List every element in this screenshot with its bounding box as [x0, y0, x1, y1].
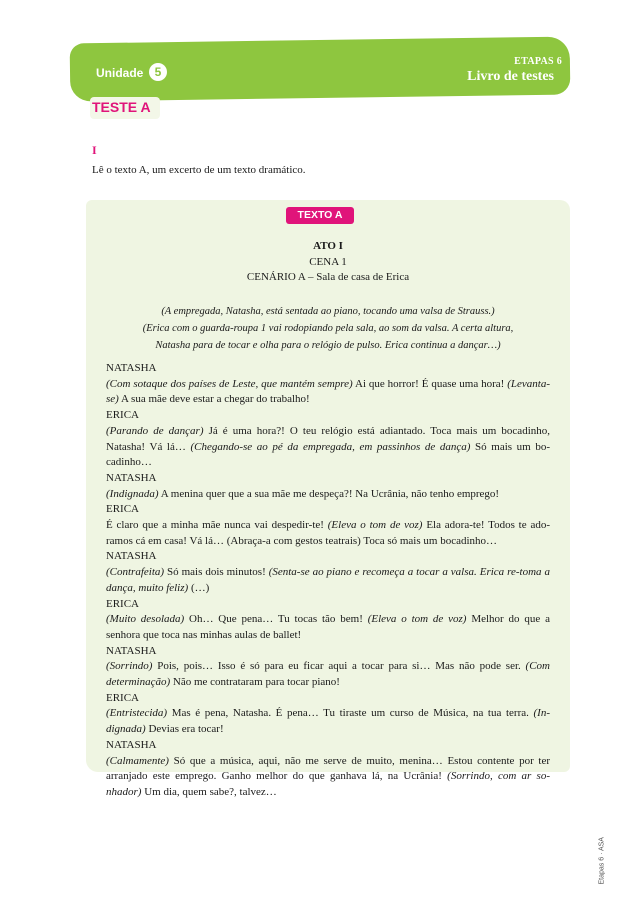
speech-text: (…) — [188, 581, 210, 594]
stage-direction: (Senta-se ao piano e recomeça a tocar a valsa. Erica re-toma a dança, muito feliz) — [106, 566, 550, 594]
stage-direction: (In-dignada) — [106, 707, 550, 736]
speaker-name: NATASHA — [106, 471, 157, 484]
speech-text: Ai que horror! É quase uma hora! — [352, 377, 508, 390]
speech-text: Devias era tocar! — [145, 723, 224, 736]
dialogue — [106, 361, 550, 801]
speaker-name: NATASHA — [106, 550, 157, 563]
stage-direction: (Chegando-se ao pé da empregada, em passinhos de dança) — [190, 440, 471, 453]
speech — [106, 706, 550, 737]
speaker-name: NATASHA — [106, 362, 157, 374]
speech — [106, 424, 550, 471]
speech-text: Oh… Que pena… Tu tocas tão bem! — [184, 613, 368, 626]
publisher-text: Etapas 6 · ASA — [598, 837, 606, 885]
speech-text: Um dia, quem sabe?, talvez… — [141, 785, 277, 798]
speech-text: Só mais dois minutos! — [164, 566, 269, 579]
stage-direction: (Sorrindo, com ar so-nhador) — [106, 770, 551, 798]
speech-text: Só mais um bo-cadinho… — [106, 440, 550, 469]
stage-direction: (Calmamente) — [106, 754, 169, 767]
act-heading: ATO I — [313, 240, 343, 252]
speech-text: Só que a música, aqui, não me serve de muito, menina… Estou contente por ter arranjado este emprego. Ganho melhor do que ganhava lá, na Ucrânia! — [106, 754, 550, 783]
speech-text: Já é uma hora?! O teu relógio está adiantado. Toca mais um bocadinho, Natasha! Vá lá… — [106, 424, 551, 453]
section-instructions: Lê o texto A, um excerto de um texto dramático. — [92, 164, 306, 176]
speaker-name: NATASHA — [106, 738, 157, 751]
speech — [106, 518, 550, 549]
stage-direction: (Parando de dançar) — [106, 424, 204, 437]
speech — [106, 377, 550, 408]
speech-text: A menina quer que a sua mãe me despeça?! Na Ucrânia, não tenho emprego! — [158, 487, 500, 500]
unit-number-badge: 5 — [149, 63, 167, 81]
stage-direction: (Muito desolada) — [106, 613, 185, 626]
speech-text: Pois, pois… Isso é só para eu ficar aqui a tocar para si… Mas não pode ser. — [152, 660, 526, 673]
speaker-name: ERICA — [106, 503, 139, 516]
speech-text: Não me contrataram para tocar piano! — [170, 676, 340, 689]
speech-text: A sua mãe deve estar a chegar do trabalho! — [118, 393, 310, 406]
speech-text: Ela adora-te! Todos te ado-ramos cá em casa! Vá lá… (Abraça-a com gestos teatrais) Toca só mais um bocadinho… — [106, 519, 550, 547]
stage-direction: (Com sotaque dos países de Leste, que mantém sempre) — [106, 377, 353, 390]
speech-text: Mas é pena, Natasha. É pena… Tu tiraste um curso de Música, na tua terra. — [167, 707, 534, 720]
stage-direction: (Eleva o tom de voz) — [327, 519, 423, 532]
speech-text: Melhor do que a senhora que toca nas minhas aulas de ballet! — [106, 613, 550, 641]
speaker-name: NATASHA — [106, 644, 157, 657]
test-title: TESTE A — [92, 99, 151, 115]
speaker-name: ERICA — [106, 691, 139, 704]
text-tag: TEXTO A — [286, 207, 354, 224]
book-title: Livro de testes — [467, 69, 554, 84]
setting-heading: CENÁRIO A – Sala de casa de Erica — [246, 271, 410, 283]
series-label: ETAPAS 6 — [514, 56, 562, 67]
speech — [106, 612, 550, 643]
stage-direction-line: (Erica com o guarda-roupa 1 vai rodopiando pela sala, ao som da valsa. A certa altura, — [142, 323, 514, 334]
stage-direction-line: Natasha para de tocar e olha para o relógio de pulso. Erica continua a dançar…) — [155, 340, 501, 351]
side-publisher-label — [597, 838, 607, 888]
unit-label: Unidade — [96, 66, 144, 80]
speech-text: É claro que a minha mãe nunca vai despedir-te! — [106, 519, 328, 532]
speaker-name: ERICA — [106, 597, 139, 610]
speech — [106, 565, 550, 596]
stage-direction: (Levanta-se) — [106, 377, 551, 406]
section-number: I — [92, 143, 97, 157]
speaker-name: ERICA — [106, 409, 139, 422]
stage-direction: (Contrafeita) — [106, 566, 165, 579]
opening-stage-direction — [110, 303, 546, 354]
scene-heading: CENA 1 — [309, 256, 347, 268]
stage-direction: (Indignada) — [106, 487, 159, 500]
speech — [106, 487, 550, 503]
stage-direction: (Com determinação) — [106, 660, 550, 689]
speech — [106, 659, 550, 690]
speech — [106, 754, 550, 801]
stage-direction: (Entristecida) — [106, 707, 168, 720]
stage-direction: (Sorrindo) — [106, 660, 153, 673]
stage-direction-line: (A empregada, Natasha, está sentada ao piano, tocando uma valsa de Strauss.) — [161, 306, 495, 317]
stage-direction: (Eleva o tom de voz) — [367, 613, 467, 626]
